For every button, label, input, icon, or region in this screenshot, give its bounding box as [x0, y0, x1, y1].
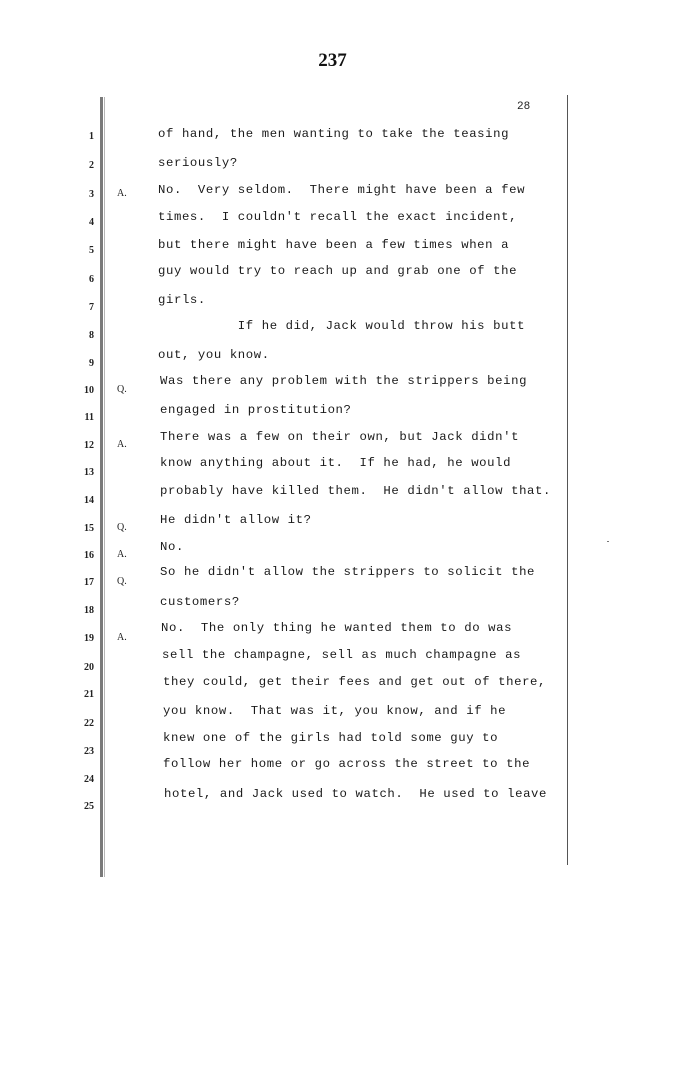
transcript-line: So he didn't allow the strippers to solicit the [160, 565, 536, 579]
transcript-line: If he did, Jack would throw his butt [158, 319, 526, 333]
line-number: 2 [89, 160, 94, 171]
left-margin-rule [100, 97, 103, 877]
right-margin-rule [567, 95, 568, 865]
transcript-line: of hand, the men wanting to take the teasing [158, 127, 510, 141]
transcript-line: No. The only thing he wanted them to do was [161, 621, 513, 635]
speaker-label: Q. [117, 522, 127, 533]
page-number: 237 [318, 50, 347, 71]
transcript-line: engaged in prostitution? [160, 403, 352, 417]
line-number: 1 [89, 131, 94, 142]
transcript-line: He didn't allow it? [160, 513, 312, 527]
line-number: 5 [89, 245, 94, 256]
speaker-label: A. [117, 632, 127, 643]
speaker-label: A. [117, 188, 127, 199]
transcript-line: knew one of the girls had told some guy to [163, 731, 499, 745]
line-number: 18 [84, 605, 94, 616]
transcript-line: but there might have been a few times when a [158, 238, 510, 252]
transcript-line: hotel, and Jack used to watch. He used to leave [164, 787, 548, 801]
line-number: 11 [84, 412, 94, 423]
transcript-line: guy would try to reach up and grab one of the [158, 264, 518, 278]
line-number: 8 [89, 330, 94, 341]
left-margin-rule-inner [104, 97, 105, 877]
line-number: 22 [84, 718, 94, 729]
line-number: 20 [84, 662, 94, 673]
transcript-line: No. [160, 540, 184, 554]
speaker-label: Q. [117, 384, 127, 395]
speaker-label: A. [117, 549, 127, 560]
line-number: 7 [89, 302, 94, 313]
line-number: 13 [84, 467, 94, 478]
line-number: 4 [89, 217, 94, 228]
transcript-line: probably have killed them. He didn't allow that. [160, 484, 551, 498]
transcript-line: you know. That was it, you know, and if he [163, 704, 507, 718]
line-number: 21 [84, 689, 94, 700]
transcript-line: times. I couldn't recall the exact incident, [158, 210, 518, 224]
line-number: 9 [89, 358, 94, 369]
transcript-line: Was there any problem with the strippers being [160, 374, 528, 388]
transcript-line: out, you know. [158, 348, 270, 362]
line-number: 16 [84, 550, 94, 561]
transcript-line: No. Very seldom. There might have been a few [158, 183, 526, 197]
speaker-label: Q. [117, 576, 127, 587]
line-number: 10 [84, 385, 94, 396]
transcript-line: sell the champagne, sell as much champagne as [162, 648, 522, 662]
line-number: 24 [84, 774, 94, 785]
line-number: 6 [89, 274, 94, 285]
line-number: 12 [84, 440, 94, 451]
line-number: 25 [84, 801, 94, 812]
transcript-line: they could, get their fees and get out of there, [163, 675, 547, 689]
line-number: 14 [84, 495, 94, 506]
line-number: 15 [84, 523, 94, 534]
transcript-line: know anything about it. If he had, he would [160, 456, 512, 470]
transcript-page-number: 28 [517, 101, 531, 113]
transcript-line: follow her home or go across the street to the [163, 757, 531, 771]
transcript-line: customers? [160, 595, 240, 609]
line-number: 3 [89, 189, 94, 200]
scan-speck [607, 541, 609, 542]
transcript-line: seriously? [158, 156, 238, 170]
line-number: 19 [84, 633, 94, 644]
transcript-line: There was a few on their own, but Jack didn't [160, 430, 520, 444]
speaker-label: A. [117, 439, 127, 450]
line-number: 17 [84, 577, 94, 588]
line-number: 23 [84, 746, 94, 757]
transcript-line: girls. [158, 293, 206, 307]
